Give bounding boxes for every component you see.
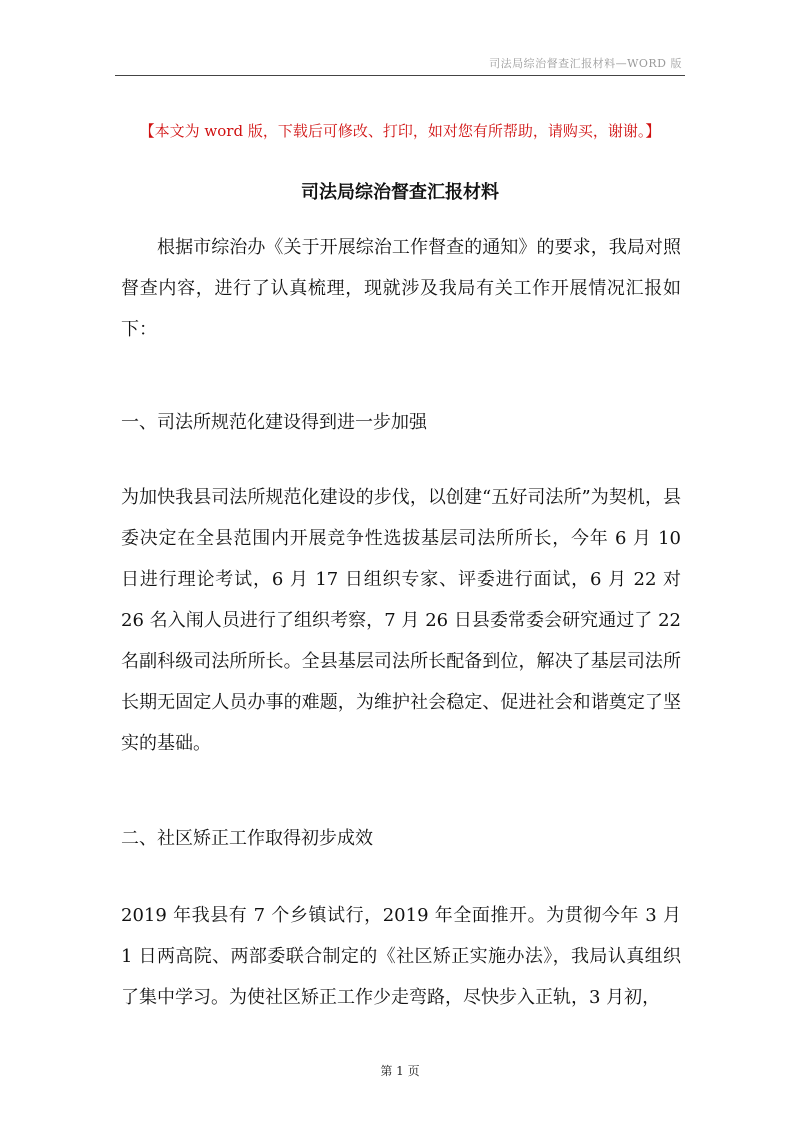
section-1-heading: 一、司法所规范化建设得到进一步加强 (121, 412, 427, 433)
header-divider (115, 75, 685, 76)
purchase-notice: 【本文为 word 版，下载后可修改、打印，如对您有所帮助，请购买，谢谢。】 (139, 122, 661, 140)
section-1-paragraph: 为加快我县司法所规范化建设的步伐，以创建“五好司法所”为契机，县委决定在全县范围内开展竞争性选拔基层司法所所长，今年 6 月 10 日进行理论考试，6 月 17 日组织专家、评委进行面试，6 月 22 对 26 名入闱人员进行了组织考察，7 月 26 日县委常委会研究通过了 22 名副科级司法所所长。全县基层司法所长配备到位，解决了基层司法所长期无固定人员办事的难题，为维护社会稳定、促进社会和谐奠定了坚实的基础。 (121, 487, 681, 754)
section-2-paragraph: 2019 年我县有 7 个乡镇试行，2019 年全面推开。为贯彻今年 3 月 1 日两高院、两部委联合制定的《社区矫正实施办法》，我局认真组织了集中学习。为使社区矫正工作少走弯路，尽快步入正轨，3 月初， (121, 905, 681, 1008)
running-header: 司法局综治督查汇报材料—WORD 版 (489, 57, 682, 70)
page-number: 第 1 页 (380, 1064, 420, 1078)
document-title: 司法局综治督查汇报材料 (301, 182, 499, 203)
section-2-heading: 二、社区矫正工作取得初步成效 (121, 828, 373, 849)
intro-paragraph: 根据市综治办《关于开展综治工作督查的通知》的要求，我局对照督查内容，进行了认真梳理，现就涉及我局有关工作开展情况汇报如下： (121, 237, 681, 340)
